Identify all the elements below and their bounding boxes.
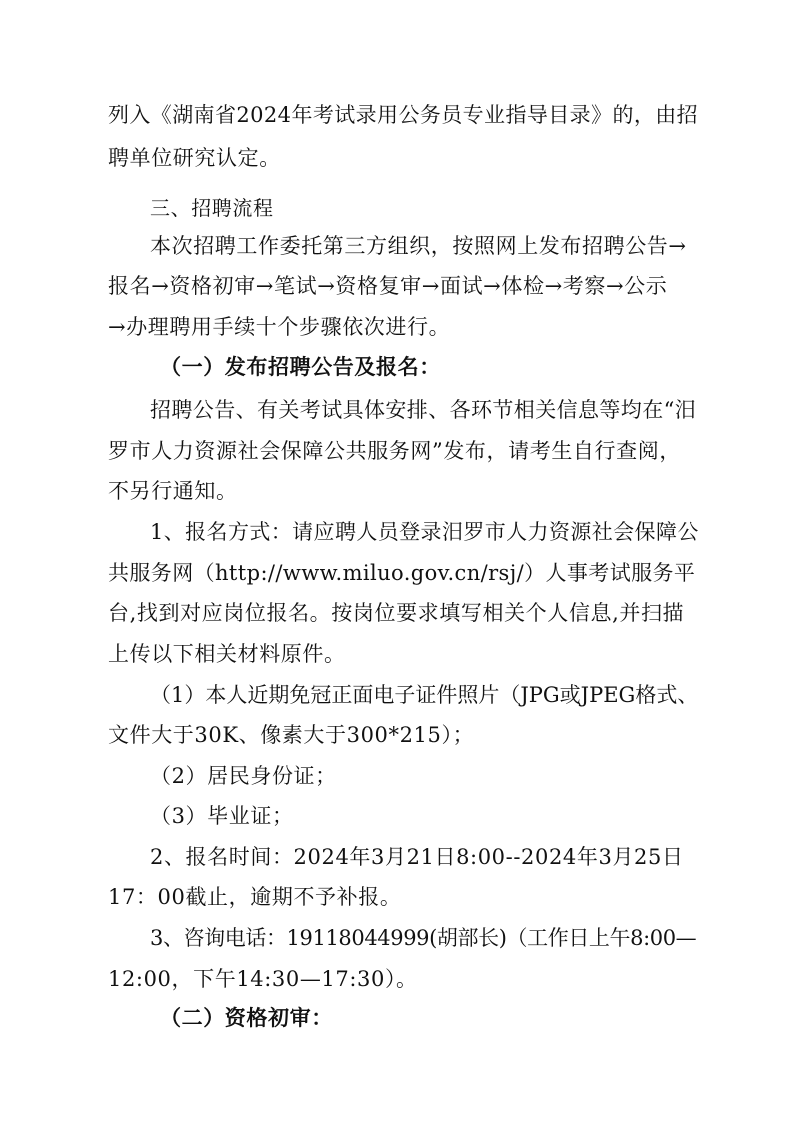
- text-line-14: 上传以下相关材料原件。: [108, 642, 346, 666]
- text-line-6: →办理聘用手续十个步骤依次进行。: [108, 315, 451, 339]
- text-line-18: （3）毕业证；: [150, 804, 294, 828]
- text-line-9: 罗市人力资源社会保障公共服务网”发布，请考生自行查阅，: [108, 439, 681, 463]
- text-line-10: 不另行通知。: [108, 479, 238, 503]
- text-line-22: 12:00，下午14:30—17:30）。: [108, 967, 418, 991]
- text-line-12: 共服务网（http://www.miluo.gov.cn/rsj/）人事考试服务平: [108, 561, 696, 585]
- text-line-1: 列入《湖南省2024年考试录用公务员专业指导目录》的，由招: [108, 103, 699, 127]
- text-line-17: （2）居民身份证；: [150, 764, 337, 788]
- text-line-4: 本次招聘工作委托第三方组织，按照网上发布招聘公告→: [150, 234, 687, 258]
- text-line-5: 报名→资格初审→笔试→资格复审→面试→体检→考察→公示: [108, 274, 668, 298]
- text-line-20: 17：00截止，逾期不予补报。: [108, 885, 402, 909]
- section-heading-process: 三、招聘流程: [150, 196, 274, 220]
- text-line-8: 招聘公告、有关考试具体安排、各环节相关信息等均在“汨: [150, 398, 697, 422]
- text-line-2: 聘单位研究认定。: [108, 146, 281, 170]
- text-line-16: 文件大于30K、像素大于300*215）；: [108, 723, 475, 747]
- text-line-15: （1）本人近期免冠正面电子证件照片（JPG或JPEG格式、: [150, 683, 699, 707]
- text-line-11: 1、报名方式：请应聘人员登录汨罗市人力资源社会保障公: [150, 520, 699, 544]
- text-line-13: 台,找到对应岗位报名。按岗位要求填写相关个人信息,并扫描: [108, 601, 685, 625]
- subsection-heading-qualification: （二）资格初审：: [160, 1005, 333, 1030]
- subsection-heading-announcement: （一）发布招聘公告及报名：: [160, 354, 441, 379]
- text-line-19: 2、报名时间：2024年3月21日8:00--2024年3月25日: [150, 845, 684, 869]
- text-line-21: 3、咨询电话：19118044999(胡部长)（工作日上午8:00—: [150, 926, 697, 950]
